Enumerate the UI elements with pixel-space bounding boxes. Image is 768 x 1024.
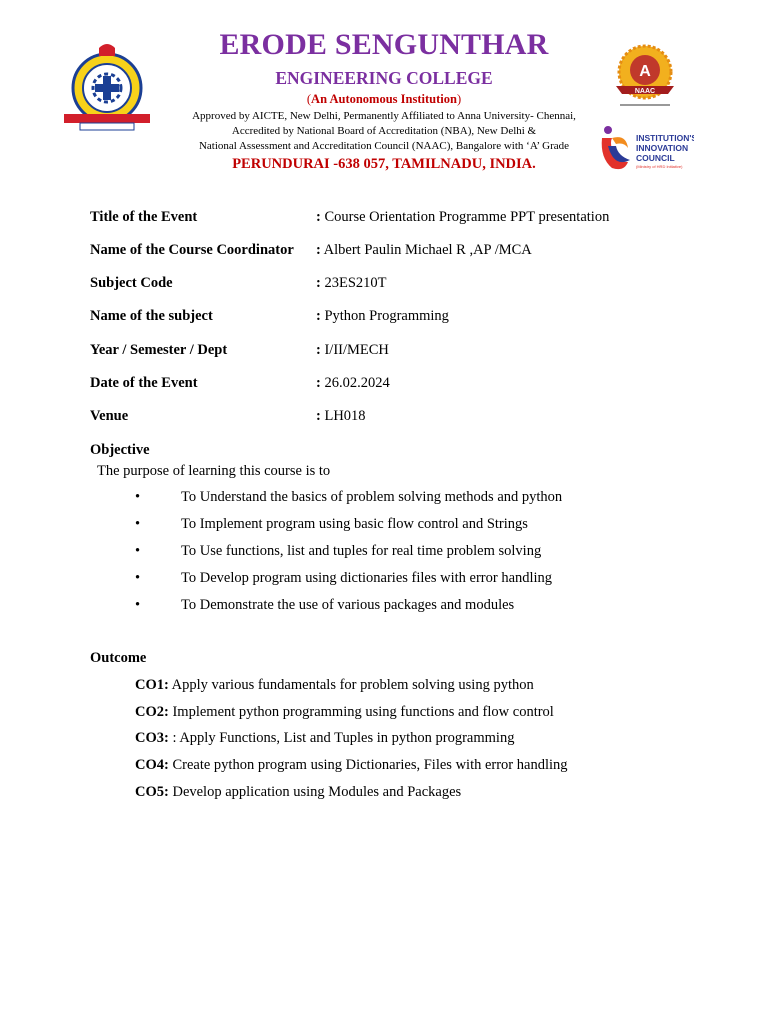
college-name: ERODE SENGUNTHAR <box>219 28 549 61</box>
outcome-text: Implement python programming using functions and flow control <box>168 704 554 720</box>
iic-text-line4: (Ministry of HRD Initiative) <box>636 164 683 169</box>
autonomous-close-paren: ) <box>456 92 462 106</box>
naac-grade-letter: A <box>639 63 651 80</box>
detail-label: Year / Semester / Dept <box>90 342 228 358</box>
objective-item-text: To Develop program using dictionaries files with error handling <box>181 570 553 586</box>
objective-item-text: To Implement program using basic flow control and Strings <box>181 516 528 532</box>
outcome-heading: Outcome <box>90 650 147 666</box>
outcome-item <box>135 757 568 774</box>
objective-heading: Objective <box>90 442 150 458</box>
detail-label: Name of the Course Coordinator <box>90 242 294 258</box>
objective-item-text: To Use functions, list and tuples for real time problem solving <box>181 543 542 559</box>
detail-label: Subject Code <box>90 275 173 291</box>
naac-logo <box>612 42 678 112</box>
detail-value: : Python Programming <box>316 308 449 324</box>
outcome-code: CO2: <box>135 704 169 720</box>
autonomous-text: An Autonomous Institution <box>311 92 457 106</box>
outcome-item <box>135 730 514 747</box>
outcome-code: CO5: <box>135 784 169 800</box>
detail-value: : LH018 <box>316 408 366 424</box>
detail-label: Date of the Event <box>90 375 198 391</box>
outcome-code: CO4: <box>135 757 169 773</box>
detail-label: Name of the subject <box>90 308 213 324</box>
outcome-item <box>135 784 461 801</box>
outcome-item <box>135 704 554 721</box>
bullet-icon: • <box>135 489 141 505</box>
outcome-text: Create python program using Dictionaries, Files with error handling <box>168 757 568 773</box>
autonomous-open-paren: ( <box>306 92 312 106</box>
detail-label: Title of the Event <box>90 209 198 225</box>
bullet-icon: • <box>135 597 141 613</box>
college-logo <box>62 40 152 132</box>
iic-text-line2: INNOVATION <box>636 143 689 153</box>
iic-text-line3: COUNCIL <box>636 153 675 163</box>
outcome-code: CO1: <box>135 677 169 693</box>
naac-label: NAAC <box>634 88 656 95</box>
bullet-icon: • <box>135 543 141 559</box>
outcome-text: Apply various fundamentals for problem solving using python <box>168 677 534 693</box>
detail-value: : 26.02.2024 <box>316 375 390 391</box>
objective-item-text: To Demonstrate the use of various packages and modules <box>181 597 515 613</box>
approval-line-2: Accredited by National Board of Accreditation (NBA), New Delhi & <box>231 125 537 137</box>
outcome-code: CO3: <box>135 730 169 746</box>
detail-label: Venue <box>90 408 129 424</box>
outcome-item <box>135 677 534 694</box>
bullet-icon: • <box>135 570 141 586</box>
objective-item-text: To Understand the basics of problem solving methods and python <box>181 489 563 505</box>
objective-intro: The purpose of learning this course is to <box>97 463 331 479</box>
outcome-text: Develop application using Modules and Packages <box>168 784 462 800</box>
detail-value: : I/II/MECH <box>316 342 389 358</box>
college-address: PERUNDURAI -638 057, TAMILNADU, INDIA. <box>232 156 536 172</box>
bullet-icon: • <box>135 516 141 532</box>
detail-value: : Albert Paulin Michael R ,AP /MCA <box>316 242 532 258</box>
outcome-text: : Apply Functions, List and Tuples in python programming <box>168 730 515 746</box>
iic-text-line1: INSTITUTION'S <box>636 133 694 143</box>
autonomous-status <box>150 92 618 107</box>
college-subtitle: ENGINEERING COLLEGE <box>275 68 493 88</box>
approval-line-3: National Assessment and Accreditation Council (NAAC), Bangalore with ‘A’ Grade <box>198 140 570 152</box>
detail-value: : Course Orientation Programme PPT presentation <box>316 209 610 225</box>
detail-value: : 23ES210T <box>316 275 387 291</box>
approval-line-1: Approved by AICTE, New Delhi, Permanently Affiliated to Anna University- Chennai, <box>192 110 576 122</box>
